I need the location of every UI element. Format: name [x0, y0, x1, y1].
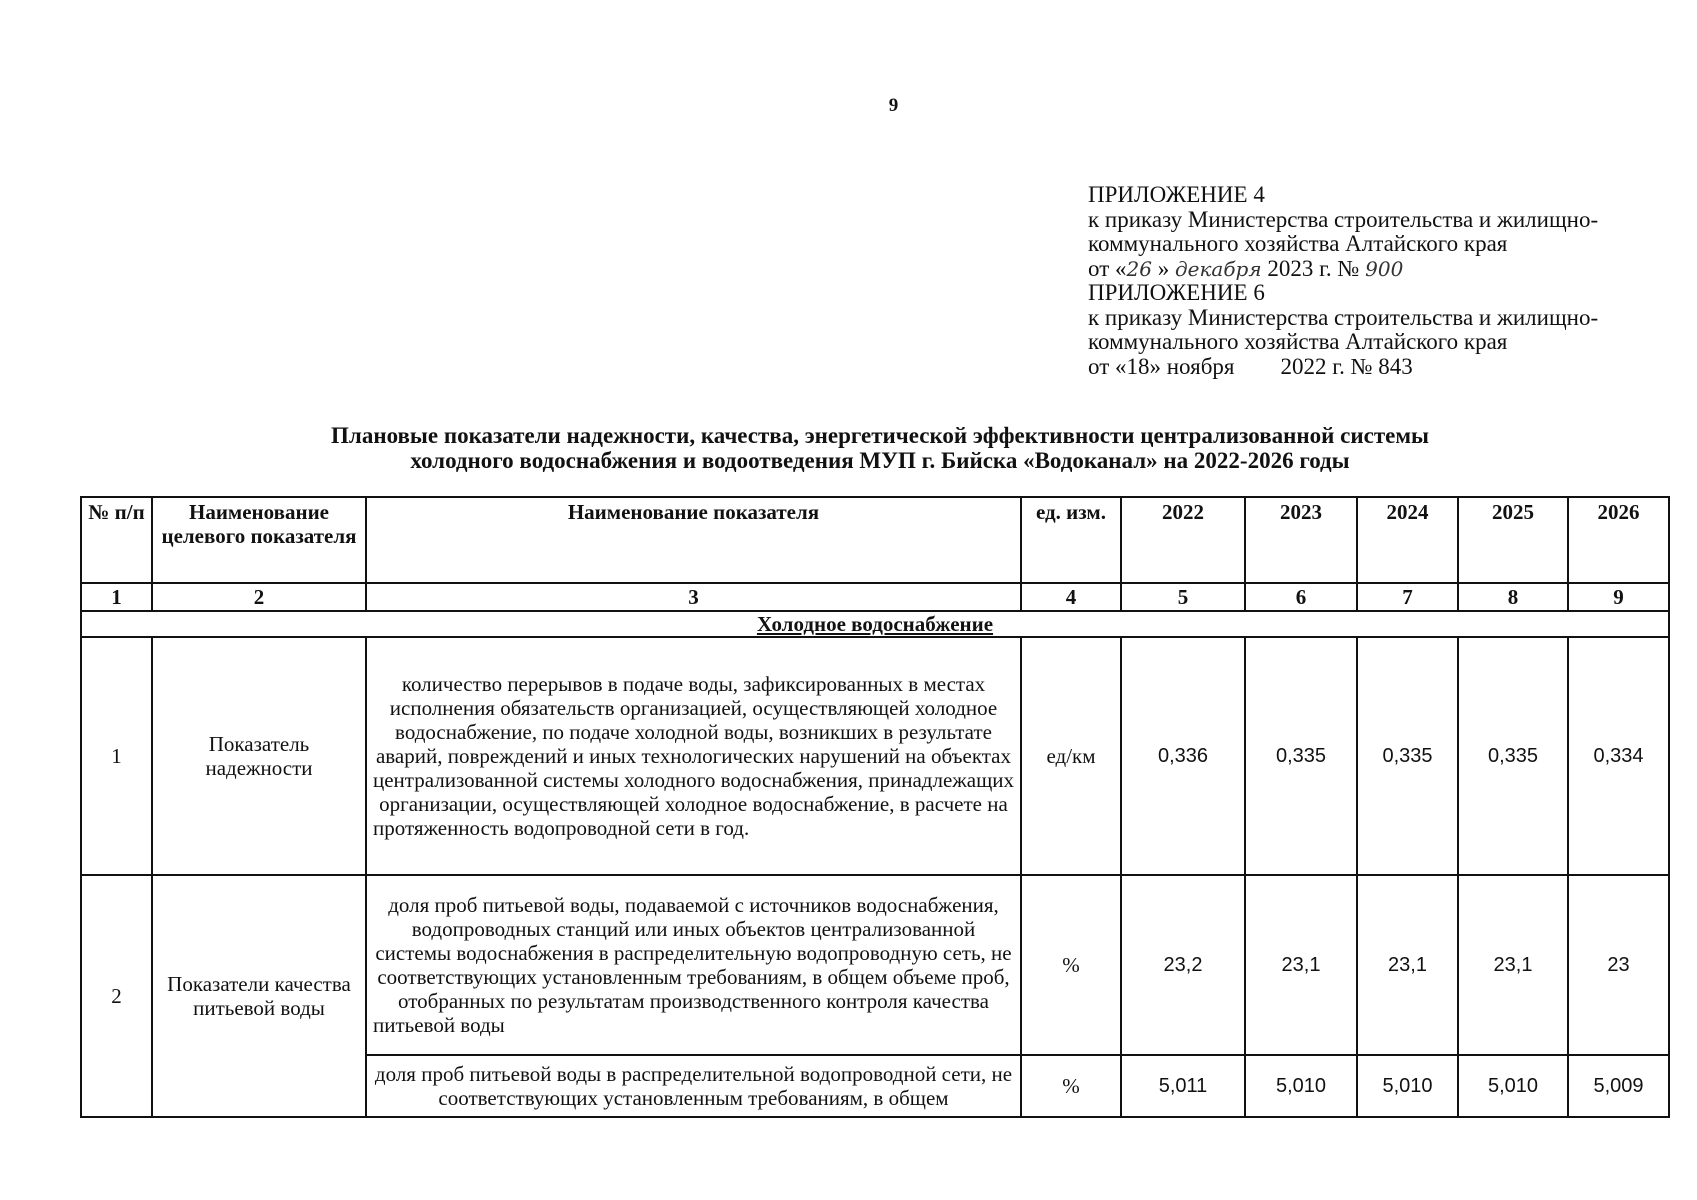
date-mid: » — [1157, 255, 1170, 281]
column-number: 1 — [81, 583, 152, 611]
indicators-table — [80, 496, 1670, 1118]
page-number: 9 — [888, 95, 899, 116]
appendix-date-line — [1088, 257, 1648, 282]
header-2024: 2024 — [1357, 497, 1458, 583]
handwritten-month: декабря — [1174, 256, 1262, 281]
document-title-line-1: Плановые показатели надежности, качества, энергетической эффективности централизованной системы — [331, 423, 1429, 448]
document-title-line-2: холодного водоснабжения и водоотведения МУП г. Бийска «Водоканал» на 2022-2026 годы — [410, 448, 1350, 473]
value-2025: 5,010 — [1458, 1055, 1568, 1117]
column-number: 8 — [1458, 583, 1568, 611]
column-number: 3 — [366, 583, 1021, 611]
value-2022: 0,336 — [1121, 637, 1245, 875]
header-indicator: Наименование показателя — [366, 497, 1021, 583]
value-2024: 23,1 — [1357, 875, 1458, 1055]
row-num: 1 — [81, 637, 152, 875]
column-number: 7 — [1357, 583, 1458, 611]
value-2026: 5,009 — [1568, 1055, 1669, 1117]
header-2023: 2023 — [1245, 497, 1357, 583]
table-header-row — [81, 497, 1669, 583]
date-prefix: от « — [1088, 255, 1127, 281]
row-indicator: доля проб питьевой воды в распределительной водопроводной сети, не соответствующих установленным требованиям, в общем — [366, 1055, 1021, 1117]
document-title — [80, 423, 1680, 473]
handwritten-day: 26 — [1126, 256, 1152, 281]
appendix-title: ПРИЛОЖЕНИЕ 4 — [1088, 182, 1265, 207]
value-2023: 5,010 — [1245, 1055, 1357, 1117]
header-2026: 2026 — [1568, 497, 1669, 583]
appendix-previous-order-line-1: к приказу Министерства строительства и жилищно- — [1088, 304, 1599, 330]
appendix-order-line-1: к приказу Министерства строительства и жилищно- — [1088, 206, 1599, 232]
header-target: Наименование целевого показателя — [152, 497, 366, 583]
row-target: Показатель надежности — [152, 637, 366, 875]
value-2025: 23,1 — [1458, 875, 1568, 1055]
column-number: 4 — [1021, 583, 1121, 611]
row-unit: % — [1021, 1055, 1121, 1117]
row-unit: % — [1021, 875, 1121, 1055]
column-number: 2 — [152, 583, 366, 611]
table-row — [81, 875, 1669, 1055]
row-indicator: доля проб питьевой воды, подаваемой с источников водоснабжения, водопроводных станций или иных объектов централизованной системы водоснабжения в распределительную водопроводную сеть, не соответствующих установленным требованиям, в общем объеме проб, отобранных по результатам производственного контроля качества питьевой воды — [366, 875, 1021, 1055]
appendix-order-line-2: коммунального хозяйства Алтайского края — [1088, 231, 1508, 256]
date-year: 2023 г. № — [1267, 255, 1360, 281]
value-2023: 23,1 — [1245, 875, 1357, 1055]
value-2023: 0,335 — [1245, 637, 1357, 875]
value-2022: 5,011 — [1121, 1055, 1245, 1117]
value-2024: 0,335 — [1357, 637, 1458, 875]
column-numbers-row — [81, 583, 1669, 611]
column-number: 6 — [1245, 583, 1357, 611]
row-indicator: количество перерывов в подаче воды, зафиксированных в местах исполнения обязательств организацией, осуществляющей холодное водоснабжение, по подаче холодной воды, возникших в результате аварий, повреждений и иных технологических нарушений на объектах централизованной системы холодного водоснабжения, принадлежащих организации, осуществляющей холодное водоснабжение, в расчете на протяженность водопроводной сети в год. — [366, 637, 1021, 875]
header-2025: 2025 — [1458, 497, 1568, 583]
section-title: Холодное водоснабжение — [81, 611, 1669, 637]
header-num: № п/п — [81, 497, 152, 583]
row-target: Показатели качества питьевой воды — [152, 875, 366, 1117]
section-row — [81, 611, 1669, 637]
header-2022: 2022 — [1121, 497, 1245, 583]
appendix-previous-date-line: от «18» ноября 2022 г. № 843 — [1088, 353, 1413, 379]
row-unit: ед/км — [1021, 637, 1121, 875]
value-2025: 0,335 — [1458, 637, 1568, 875]
value-2024: 5,010 — [1357, 1055, 1458, 1117]
value-2026: 23 — [1568, 875, 1669, 1055]
column-number: 9 — [1568, 583, 1669, 611]
row-num: 2 — [81, 875, 152, 1117]
value-2026: 0,334 — [1568, 637, 1669, 875]
handwritten-number: 900 — [1365, 256, 1404, 281]
appendix-previous-title: ПРИЛОЖЕНИЕ 6 — [1088, 280, 1265, 305]
appendix-block — [1088, 183, 1648, 379]
column-number: 5 — [1121, 583, 1245, 611]
header-unit: ед. изм. — [1021, 497, 1121, 583]
table-row — [81, 637, 1669, 875]
appendix-previous-order-line-2: коммунального хозяйства Алтайского края — [1088, 329, 1508, 354]
value-2022: 23,2 — [1121, 875, 1245, 1055]
